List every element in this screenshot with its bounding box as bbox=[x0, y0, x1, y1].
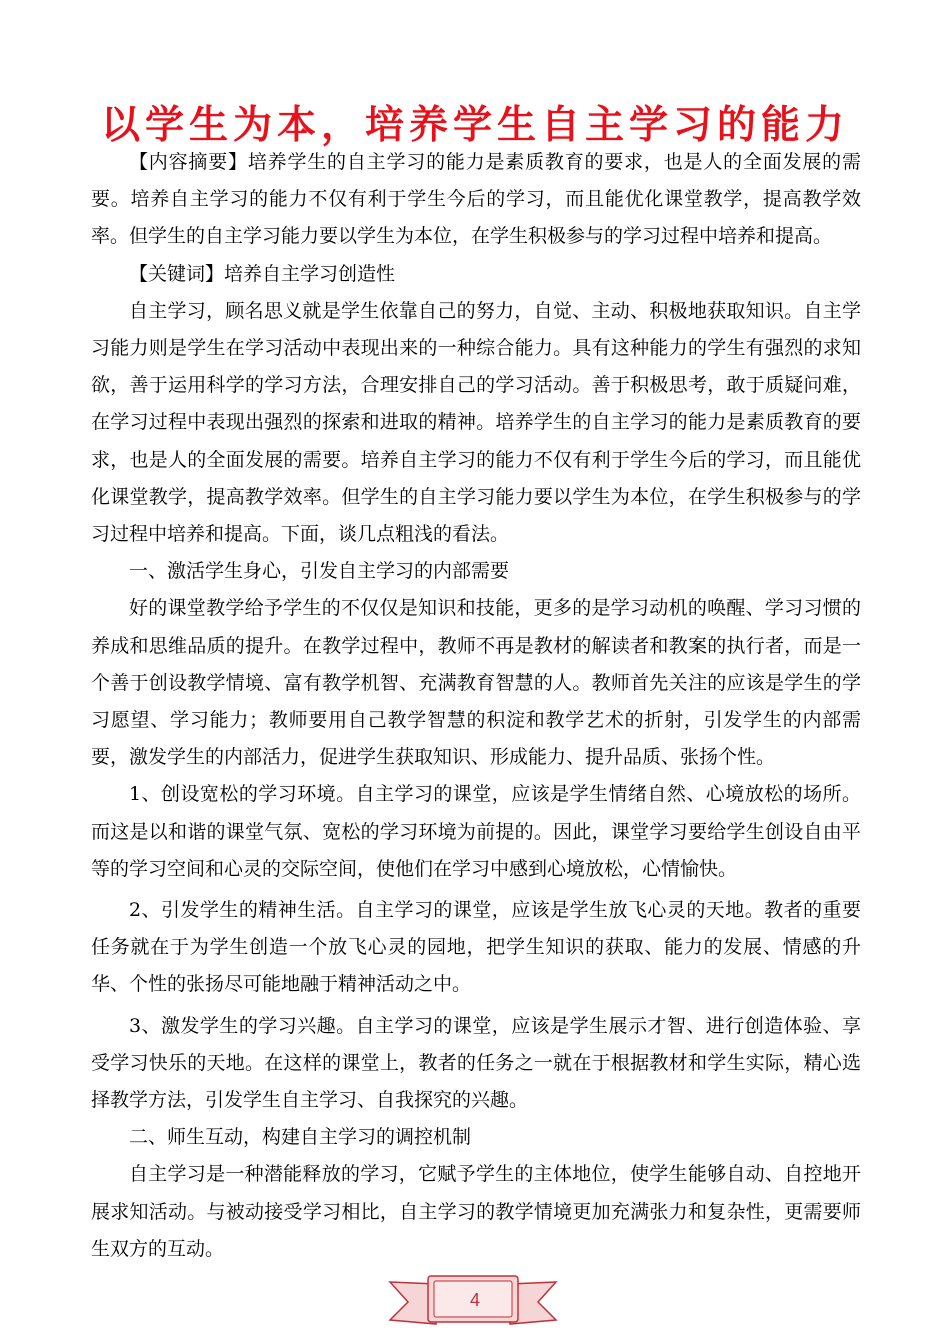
paragraph-abstract: 【内容摘要】培养学生的自主学习的能力是素质教育的要求，也是人的全面发展的需要。培养自主学习的能力不仅有利于学生今后的学习，而且能优化课堂教学，提高教学效率。但学生的自主学习能力要以学生为本位，在学生积极参与的学习过程中培养和提高。 bbox=[91, 151, 861, 248]
section-heading-2: 二、师生互动，构建自主学习的调控机制 bbox=[129, 1126, 472, 1149]
paragraph: 1、创设宽松的学习环境。自主学习的课堂，应该是学生情绪自然、心境放松的场所。而这是以和谐的课堂气氛、宽松的学习环境为前提的。因此，课堂学习要给学生创设自由平等的学习空间和心灵的交际空间，使他们在学习中感到心境放松，心情愉快。 bbox=[91, 783, 861, 880]
document-body bbox=[91, 144, 861, 1268]
paragraph: 好的课堂教学给予学生的不仅仅是知识和技能，更多的是学习动机的唤醒、学习习惯的养成和思维品质的提升。在教学过程中，教师不再是教材的解读者和教案的执行者，而是一个善于创设教学情境、富有教学机智、充满教育智慧的人。教师首先关注的应该是学生的学习愿望、学习能力；教师要用自己教学智慧的积淀和教学艺术的折射，引发学生的内部需要，激发学生的内部活力，促进学生获取知识、形成能力、提升品质、张扬个性。 bbox=[91, 597, 861, 769]
paragraph-intro: 自主学习，顾名思义就是学生依靠自己的努力，自觉、主动、积极地获取知识。自主学习能力则是学生在学习活动中表现出来的一种综合能力。具有这种能力的学生有强烈的求知欲，善于运用科学的学习方法，合理安排自己的学习活动。善于积极思考，敢于质疑问难，在学习过程中表现出强烈的探索和进取的精神。培养学生的自主学习的能力是素质教育的要求，也是人的全面发展的需要。培养自主学习的能力不仅有利于学生今后的学习，而且能优化课堂教学，提高教学效率。但学生的自主学习能力要以学生为本位，在学生积极参与的学习过程中培养和提高。下面，谈几点粗浅的看法。 bbox=[91, 299, 861, 546]
paragraph: 3、激发学生的学习兴趣。自主学习的课堂，应该是学生展示才智、进行创造体验、享受学习快乐的天地。在这样的课堂上，教者的任务之一就在于根据教材和学生实际，精心选择教学方法，引发学生自主学习、自我探究的兴趣。 bbox=[91, 1014, 861, 1112]
paragraph-keywords: 【关键词】培养自主学习创造性 bbox=[129, 262, 396, 285]
paragraph: 自主学习是一种潜能释放的学习，它赋予学生的主体地位，使学生能够自动、自控地开展求知活动。与被动接受学习相比，自主学习的教学情境更加充满张力和复杂性，更需要师生双方的互动。 bbox=[91, 1163, 861, 1260]
section-heading-1: 一、激活学生身心，引发自主学习的内部需要 bbox=[129, 560, 510, 583]
page-number: 4 bbox=[469, 1290, 480, 1310]
document-title: 以学生为本，培养学生自主学习的能力 bbox=[100, 103, 849, 148]
paragraph: 2、引发学生的精神生活。自主学习的课堂，应该是学生放飞心灵的天地。教者的重要任务就在于为学生创造一个放飞心灵的园地，把学生知识的获取、能力的发展、情感的升华、个性的张扬尽可能地融于精神活动之中。 bbox=[91, 899, 861, 996]
